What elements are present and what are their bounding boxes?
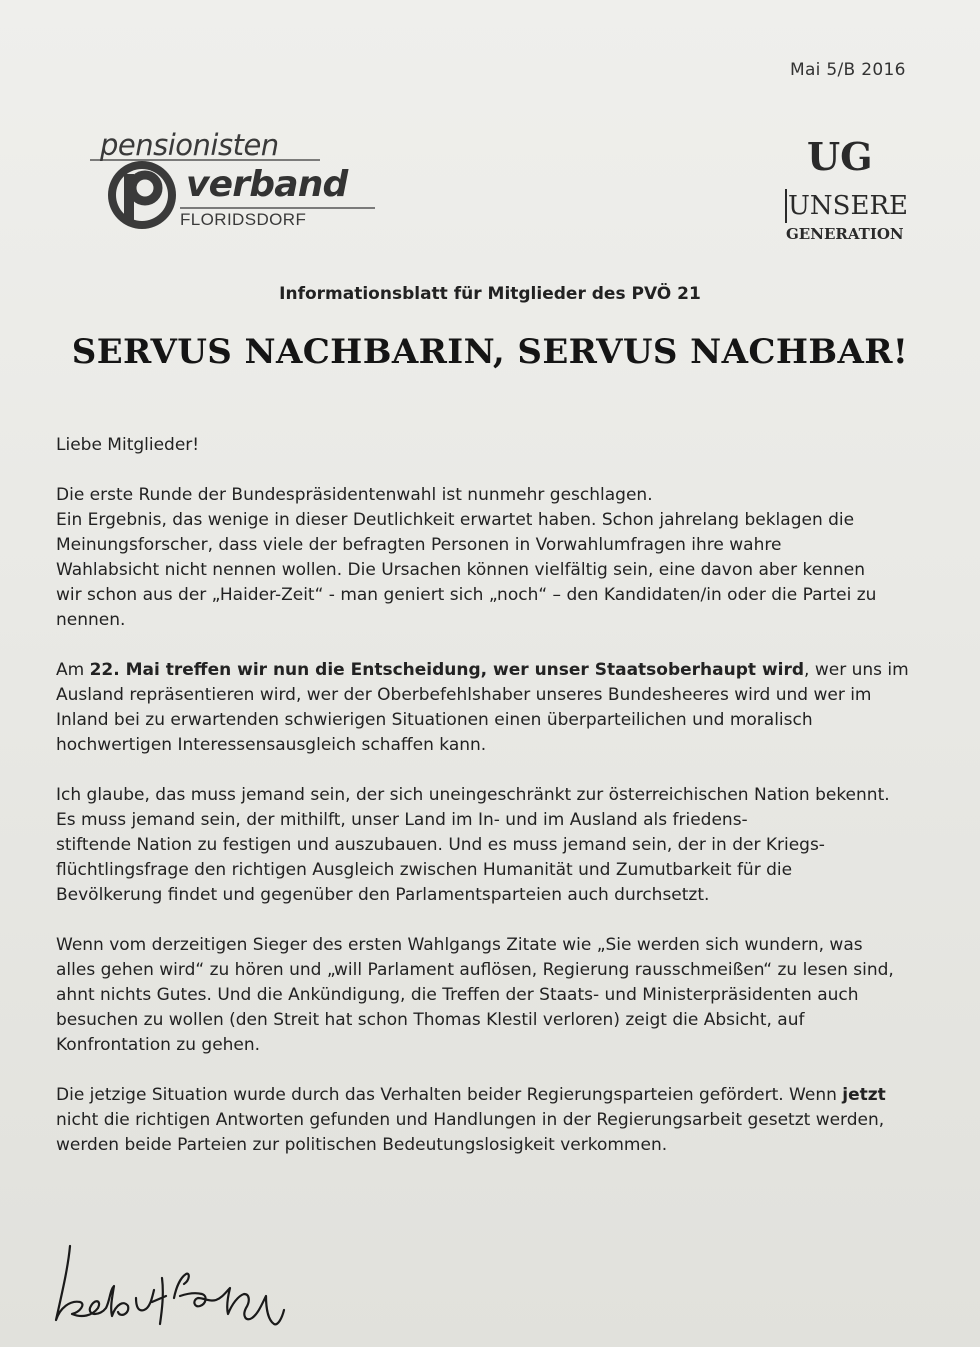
paragraph-line xyxy=(56,658,936,683)
paragraph-line: Bevölkerung findet und gegenüber den Parlamentsparteien auch durchsetzt. xyxy=(56,885,710,905)
paragraph-5 xyxy=(56,1083,936,1158)
bold-text: jetzt xyxy=(842,1085,886,1105)
paragraph-line: alles gehen wird“ zu hören und „will Parlament auflösen, Regierung rausschmeißen“ zu lesen sind, xyxy=(56,960,894,980)
paragraph-line: Die erste Runde der Bundespräsidentenwahl ist nunmehr geschlagen. xyxy=(56,485,653,505)
paragraph-line: Ein Ergebnis, das wenige in dieser Deutlichkeit erwartet haben. Schon jahrelang beklagen die xyxy=(56,510,855,530)
paragraph-line: Meinungsforscher, dass viele der befragten Personen in Vorwahlumfragen ihre wahre xyxy=(56,535,782,555)
paragraph-line: Es muss jemand sein, der mithilft, unser Land im In- und im Ausland als friedens- xyxy=(56,810,748,830)
paragraph-1 xyxy=(56,483,936,633)
unsere-generation-logo xyxy=(785,135,910,245)
paragraph-line: wir schon aus der „Haider-Zeit“ - man geniert sich „noch“ – den Kandidaten/in oder die Partei zu xyxy=(56,585,877,605)
pensionistenverband-logo xyxy=(80,128,380,236)
bold-text: 22. Mai treffen wir nun die Entscheidung, wer unser Staatsoberhaupt wird xyxy=(89,660,805,680)
paragraph-line: Wahlabsicht nicht nennen wollen. Die Ursachen können vielfältig sein, eine davon aber kennen xyxy=(56,560,865,580)
letter-body xyxy=(56,433,936,1183)
handwritten-signature xyxy=(40,1238,300,1342)
text-run: Am xyxy=(56,660,90,680)
paragraph-2 xyxy=(56,658,936,758)
paragraph-line: Ausland repräsentieren wird, wer der Oberbefehlshaber unseres Bundesheeres wird und wer im xyxy=(56,685,872,705)
salutation: Liebe Mitglieder! xyxy=(56,435,200,455)
paragraph-line: stiftende Nation zu festigen und auszubauen. Und es muss jemand sein, der in der Kriegs- xyxy=(56,835,825,855)
paragraph-line: Ich glaube, das muss jemand sein, der sich uneingeschränkt zur österreichischen Nation bekennt. xyxy=(56,785,890,805)
paragraph-line: Inland bei zu erwartenden schwierigen Situationen einen überparteilichen und moralisch xyxy=(56,710,813,730)
logo-text-floridsdorf: FLORIDSDORF xyxy=(180,210,307,229)
paragraph-line: Konfrontation zu gehen. xyxy=(56,1035,261,1055)
paragraph-line: Wenn vom derzeitigen Sieger des ersten Wahlgangs Zitate wie „Sie werden sich wundern, was xyxy=(56,935,863,955)
paragraph-line: flüchtlingsfrage den richtigen Ausgleich zwischen Humanität und Zumutbarkeit für die xyxy=(56,860,793,880)
paragraph-line: nicht die richtigen Antworten gefunden und Handlungen in der Regierungsarbeit gesetzt werden, xyxy=(56,1110,885,1130)
paragraph-line: werden beide Parteien zur politischen Bedeutungslosigkeit verkommen. xyxy=(56,1135,668,1155)
paragraph-line xyxy=(56,1083,936,1108)
paragraph-4 xyxy=(56,933,936,1058)
ug-abbreviation: UG xyxy=(807,134,873,179)
paragraph-3 xyxy=(56,783,936,908)
logo-text-verband: verband xyxy=(186,164,348,205)
paragraph-line: besuchen zu wollen (den Streit hat schon Thomas Klestil verloren) zeigt die Absicht, auf xyxy=(56,1010,805,1030)
paragraph-line: nennen. xyxy=(56,610,126,630)
ug-word-generation: GENERATION xyxy=(786,225,904,243)
page-title: SERVUS NACHBARIN, SERVUS NACHBAR! xyxy=(71,332,909,372)
paragraph-line: hochwertigen Interessensausgleich schaffen kann. xyxy=(56,735,487,755)
text-run: Die jetzige Situation wurde durch das Verhalten beider Regierungsparteien gefördert. Wenn xyxy=(56,1085,843,1105)
text-run: , wer uns im xyxy=(804,660,909,680)
logo-text-pensionisten: pensionisten xyxy=(100,128,279,162)
signature-graphic xyxy=(40,1238,300,1338)
info-subheading: Informationsblatt für Mitglieder des PVÖ 21 xyxy=(279,284,701,304)
document-date: Mai 5/B 2016 xyxy=(790,60,906,80)
paragraph-line: ahnt nichts Gutes. Und die Ankündigung, die Treffen der Staats- und Ministerpräsidenten auch xyxy=(56,985,859,1005)
ug-word-unsere: UNSERE xyxy=(785,189,910,223)
